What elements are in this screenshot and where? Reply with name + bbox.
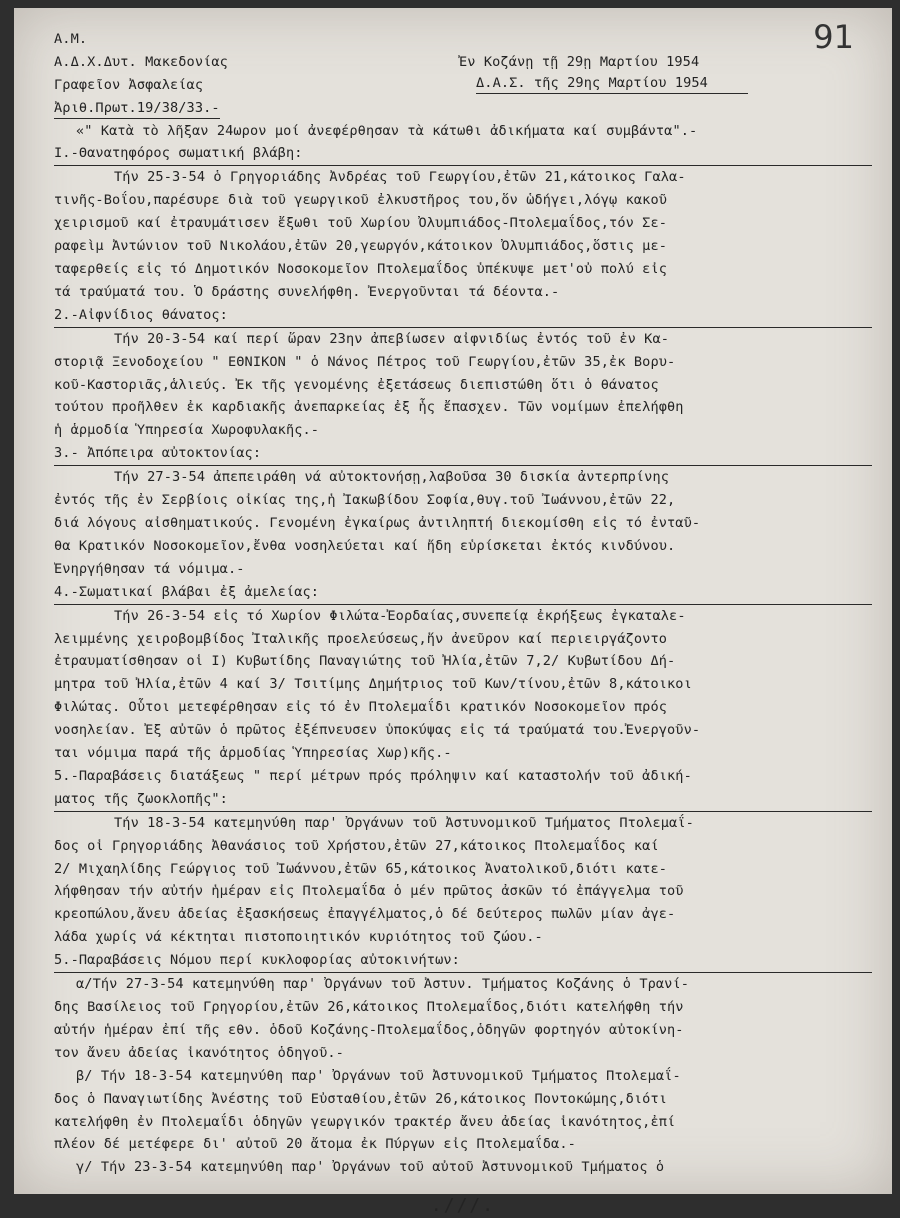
continuation-mark: .///. bbox=[430, 1195, 496, 1217]
body-line: στοριᾷ Ξενοδοχείου " ΕΘΝΙΚΟΝ " ὁ Νάνος Πέτρος τοῦ Γεωργίου,ἐτῶν 35,ἐκ Βορυ- bbox=[54, 353, 676, 370]
body-line: μητρα τοῦ Ἠλία,ἐτῶν 4 καί 3/ Τσιτίμης Δημήτριος τοῦ Κων/τίνου,ἐτῶν 8,κάτοικοι bbox=[54, 676, 692, 693]
header-row-1 bbox=[54, 28, 872, 51]
body-line: κατελήφθη ἐν Πτολεμαΐδι ὁδηγῶν γεωργικόν τρακτέρ ἄνευ ἀδείας ἱκανότητος,ἐπί bbox=[54, 1113, 676, 1130]
header-left-line: Α.Δ.Χ.Δυτ. Μακεδονίας bbox=[54, 53, 228, 70]
header-date-line: Ἐν Κοζάνῃ τῇ 29ῃ Μαρτίου 1954 bbox=[459, 53, 700, 70]
body-line: ἐτραυματίσθησαν οἱ Ι) Κυβωτίδης Παναγιώτης τοῦ Ἠλία,ἐτῶν 7,2/ Κυβωτίδου Δή- bbox=[54, 653, 676, 670]
section-heading: 4.-Σωματικαί βλάβαι ἐξ ἀμελείας: bbox=[54, 581, 872, 605]
body-line: δος ὁ Παναγιωτίδης Ἀνέστης τοῦ Εὐσταθίου,ἐτῶν 26,κάτοικος Ποντοκώμης,διότι bbox=[54, 1090, 668, 1107]
body-line: ταφερθείς εἰς τό Δημοτικόν Νοσοκομεῖον Πτολεμαΐδος ὑπέκυψε μετ'οὐ πολύ εἰς bbox=[54, 261, 668, 277]
body-line: β/ Τήν 18-3-54 κατεμηνύθη παρ' Ὀργάνων τοῦ Ἀστυνομικοῦ Τμήματος Πτολεμαΐ- bbox=[76, 1067, 681, 1084]
section-heading: 5.-Παραβάσεις Νόμου περί κυκλοφορίας αὐτοκινήτων: bbox=[54, 949, 872, 973]
body-line: λάδα χωρίς νά κέκτηται πιστοποιητικόν κυριότητος τοῦ ζώου.- bbox=[54, 929, 543, 946]
body-line: διά λόγους αἰσθηματικούς. Γενομένη ἐγκαίρως ἀντιληπτή διεκομίσθη εἰς τό ἐνταῦ- bbox=[54, 514, 701, 531]
section-heading: 3.- Ἀπόπειρα αὐτοκτονίας: bbox=[54, 442, 872, 466]
section-heading: Ι.-Θανατηφόρος σωματική βλάβη: bbox=[54, 142, 872, 166]
body-line: δος οἱ Γρηγοριάδης Ἀθανάσιος τοῦ Χρήστου,ἐτῶν 27,κάτοικος Πτολεμαΐδος καί bbox=[54, 837, 659, 854]
body-line: ἐντός τῆς ἐν Σερβίοις οἰκίας της,ἡ Ἰακωβίδου Σοφία,θυγ.τοῦ Ἰωάννου,ἐτῶν 22, bbox=[54, 492, 676, 509]
body-line: τινῆς-Βοΐου,παρέσυρε διὰ τοῦ γεωργικοῦ ἐλκυστῆρος του,ὅν ὡδήγει,λόγῳ κακοῦ bbox=[54, 192, 668, 209]
body-line: ἡ ἁρμοδία Ὑπηρεσία Χωροφυλακῆς.- bbox=[54, 422, 320, 439]
body-line: Τήν 27-3-54 ἀπεπειράθη νά αὐτοκτονήσῃ,λαβοῦσα 30 δισκία ἀντερπρίνης bbox=[114, 469, 670, 486]
section-heading: 2.-Αἰφνίδιος θάνατος: bbox=[54, 304, 872, 328]
protocol-number: Ἀριθ.Πρωτ.19/38/33.- bbox=[54, 99, 220, 119]
body-line: νοσηλείαν. Ἐξ αὐτῶν ὁ πρῶτος ἐξέπνευσεν ὑποκύψας εἰς τά τραύματά του.Ἐνεργοῦν- bbox=[54, 722, 701, 739]
header-das-line: Δ.Α.Σ. τῆς 29ης Μαρτίου 1954 bbox=[476, 74, 748, 94]
body-line: Τήν 18-3-54 κατεμηνύθη παρ' Ὀργάνων τοῦ Ἀστυνομικοῦ Τμήματος Πτολεμαΐ- bbox=[114, 814, 694, 831]
body-line: γ/ Τήν 23-3-54 κατεμηνύθη παρ' Ὀργάνων τοῦ αὐτοῦ Ἀστυνομικοῦ Τμήματος ὁ bbox=[76, 1159, 665, 1176]
body-line: κρεοπώλου,ἄνευ ἀδείας ἐξασκήσεως ἐπαγγέλματος,ὁ δέ δεύτερος πωλῶν μίαν ἀγε- bbox=[54, 906, 676, 923]
intro-line: «" Κατὰ τὸ λῆξαν 24ωρον μοί ἀνεφέρθησαν τὰ κάτωθι ἀδικήματα καί συμβάντα".- bbox=[76, 122, 698, 139]
section-heading: 5.-Παραβάσεις διατάξεως " περί μέτρων πρός πρόληψιν καί καταστολήν τοῦ ἀδική- bbox=[54, 767, 692, 784]
header-row-3 bbox=[54, 74, 872, 97]
header-row-2 bbox=[54, 51, 872, 74]
body-line: λήφθησαν τήν αὐτήν ἡμέραν εἰς Πτολεμαΐδα ὁ μέν πρῶτος ἀσκῶν τό ἐπάγγελμα τοῦ bbox=[54, 883, 684, 900]
body-line: δης Βασίλειος τοῦ Γρηγορίου,ἐτῶν 26,κάτοικος Πτολεμαΐδος,διότι κατελήφθη τήν bbox=[54, 999, 684, 1015]
body-line: ραφεὶμ Ἀντώνιον τοῦ Νικολάου,ἐτῶν 20,γεωργόν,κάτοικον Ὀλυμπιάδος,ὅστις με- bbox=[54, 238, 668, 255]
body-line: α/Τήν 27-3-54 κατεμηνύθη παρ' Ὀργάνων τοῦ Ἀστυν. Τμήματος Κοζάνης ὁ Τρανί- bbox=[76, 976, 690, 993]
page-number: 91 bbox=[813, 18, 854, 56]
body-line: αὐτήν ἡμέραν ἐπί τῆς εθν. ὁδοῦ Κοζάνης-Πτολεμαΐδος,ὁδηγῶν φορτηγόν αὐτοκίνη- bbox=[54, 1021, 684, 1038]
body-line: τά τραύματά του. Ὁ δράστης συνελήφθη. Ἐνεργοῦνται τά δέοντα.- bbox=[54, 283, 560, 300]
body-line: Τήν 20-3-54 καί περί ὥραν 23ην ἀπεβίωσεν αἰφνιδίως ἐντός τοῦ ἐν Κα- bbox=[114, 330, 670, 347]
body-line: τούτου προῆλθεν ἐκ καρδιακῆς ἀνεπαρκείας ἐξ ἧς ἔπασχεν. Τῶν νομίμων ἐπελήφθη bbox=[54, 399, 684, 416]
body-line: λειμμένης χειροβομβίδος Ἰταλικῆς προελεύσεως,ἥν ἀνεῦρον καί περιειργάζοντο bbox=[54, 630, 668, 647]
body-line: Τήν 26-3-54 εἰς τό Χωρίον Φιλώτα-Ἐορδαίας,συνεπείᾳ ἐκρήξεως ἐγκαταλε- bbox=[114, 607, 686, 624]
body-line: τον ἄνευ ἀδείας ἱκανότητος ὁδηγοῦ.- bbox=[54, 1044, 344, 1061]
document-page bbox=[14, 8, 892, 1217]
header-left-line: Α.Μ. bbox=[54, 31, 88, 47]
body-line: Ἐνηργήθησαν τά νόμιμα.- bbox=[54, 560, 245, 577]
header-left-line: Γραφεῖον Ἀσφαλείας bbox=[54, 76, 204, 93]
body-line: ται νόμιμα παρά τῆς ἁρμοδίας Ὑπηρεσίας Χωρ)κῆς.- bbox=[54, 745, 452, 762]
body-line: κοῦ-Καστοριᾶς,ἁλιεύς. Ἐκ τῆς γενομένης ἐξετάσεως διεπιστώθη ὅτι ὁ θάνατος bbox=[54, 376, 659, 393]
body-line: θα Κρατικόν Νοσοκομεῖον,ἔνθα νοσηλεύεται καί ἤδη εὑρίσκεται ἐκτός κινδύνου. bbox=[54, 537, 676, 554]
header-row-4 bbox=[54, 97, 872, 120]
body-line: Φιλώτας. Οὗτοι μετεφέρθησαν εἰς τό ἐν Πτολεμαΐδι κρατικόν Νοσοκομεῖον πρός bbox=[54, 699, 668, 716]
body-line: πλέον δέ μετέφερε δι' αὐτοῦ 20 ἄτομα ἐκ Πύργων εἰς Πτολεμαΐδα.- bbox=[54, 1136, 576, 1153]
section-heading-continued: ματος τῆς ζωοκλοπῆς": bbox=[54, 788, 872, 812]
body-line: Τήν 25-3-54 ὁ Γρηγοριάδης Ἀνδρέας τοῦ Γεωργίου,ἐτῶν 21,κάτοικος Γαλα- bbox=[114, 169, 686, 186]
body-line: 2/ Μιχαηλίδης Γεώργιος τοῦ Ἰωάννου,ἐτῶν 65,κάτοικος Ἀνατολικοῦ,διότι κατε- bbox=[54, 860, 668, 877]
typed-text bbox=[54, 28, 872, 1218]
body-line: χειρισμοῦ καί ἐτραυμάτισεν ἔξωθι τοῦ Χωρίου Ὀλυμπιάδος-Πτολεμαΐδος,τόν Σε- bbox=[54, 215, 668, 232]
